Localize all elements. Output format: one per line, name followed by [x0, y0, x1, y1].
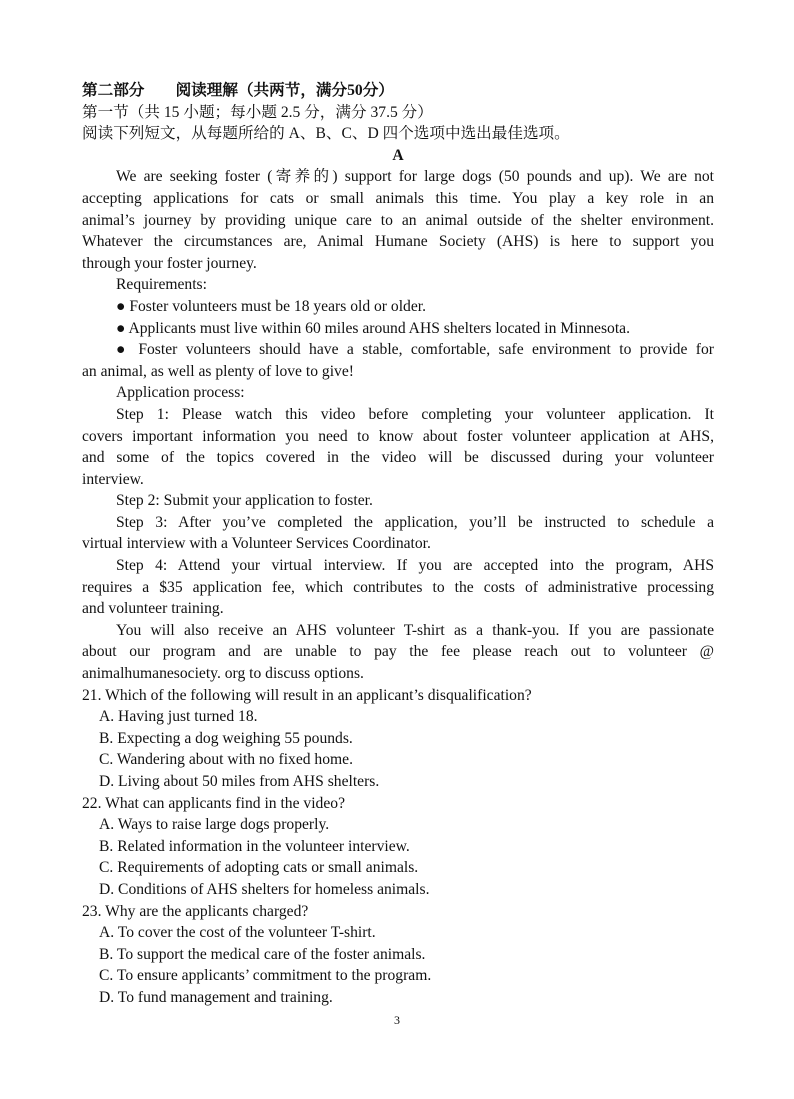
step-line: virtual interview with a Volunteer Services Coordinator.	[82, 535, 431, 553]
requirement-item: ● Foster volunteers must be 18 years old or older.	[116, 297, 426, 315]
requirement-item: ● Foster volunteers should have a stable, comfortable, safe environment to provide for	[116, 341, 714, 359]
question-option: A. To cover the cost of the volunteer T-shirt.	[99, 924, 376, 942]
page-number: 3	[394, 1013, 400, 1027]
question-option: B. Related information in the volunteer interview.	[99, 837, 410, 855]
passage-line: Whatever the circumstances are, Animal Humane Society (AHS) is here to support you	[82, 233, 714, 251]
step-line: Step 3: After you’ve completed the application, you’ll be instructed to schedule a	[116, 513, 714, 531]
question-option: D. Living about 50 miles from AHS shelters.	[99, 773, 380, 790]
requirement-item: an animal, as well as plenty of love to give!	[82, 362, 354, 380]
section-title: 第二部分 阅读理解（共两节，满分50分）	[82, 82, 394, 99]
question-option: A. Ways to raise large dogs properly.	[99, 816, 330, 834]
passage-line: through your foster journey.	[82, 254, 257, 272]
step-line: covers important information you need to know about foster volunteer application at AHS,	[82, 427, 714, 445]
step-line: interview.	[82, 470, 144, 488]
passage-label: A	[392, 146, 404, 164]
question-option: C. Wandering about with no fixed home.	[99, 751, 353, 769]
closing-line: animalhumanesociety. org to discuss options.	[82, 665, 364, 683]
step-line: requires a $35 application fee, which contributes to the costs of administrative processing	[82, 578, 714, 596]
instruction-text: 阅读下列短文，从每题所给的 A、B、C、D 四个选项中选出最佳选项。	[82, 125, 570, 143]
question-option: D. To fund management and training.	[99, 988, 333, 1006]
question-stem: 21. Which of the following will result in an applicant’s disqualification?	[82, 686, 532, 704]
closing-line: You will also receive an AHS volunteer T-shirt as a thank-you. If you are passionate	[116, 621, 714, 639]
step-line: Step 2: Submit your application to foster.	[116, 492, 373, 510]
question-option: C. Requirements of adopting cats or small animals.	[99, 859, 419, 877]
question-stem: 23. Why are the applicants charged?	[82, 902, 309, 920]
requirements-heading: Requirements:	[116, 276, 207, 294]
question-option: B. To support the medical care of the foster animals.	[99, 945, 426, 963]
step-line: and volunteer training.	[82, 600, 224, 618]
question-option: A. Having just turned 18.	[99, 708, 258, 726]
passage-line: accepting applications for cats or small animals this time. You play a key role in an	[82, 189, 714, 207]
closing-line: about our program and are unable to pay the fee please reach out to volunteer @	[82, 643, 714, 661]
passage-line: animal’s journey by providing unique care to an animal outside of the shelter environment.	[82, 211, 714, 229]
question-stem: 22. What can applicants find in the video?	[82, 794, 345, 812]
process-heading: Application process:	[116, 384, 245, 402]
question-option: C. To ensure applicants’ commitment to the program.	[99, 967, 432, 985]
question-option: B. Expecting a dog weighing 55 pounds.	[99, 729, 353, 747]
step-line: Step 1: Please watch this video before completing your volunteer application. It	[116, 405, 714, 423]
step-line: and some of the topics covered in the video will be discussed during your volunteer	[82, 449, 714, 467]
passage-line: We are seeking foster (寄养的) support for large dogs (50 pounds and up). We are not	[116, 168, 714, 186]
document-body	[82, 80, 714, 1009]
step-line: Step 4: Attend your virtual interview. If you are accepted into the program, AHS	[116, 557, 714, 575]
requirement-item: ● Applicants must live within 60 miles around AHS shelters located in Minnesota.	[116, 319, 630, 337]
subsection-title: 第一节（共 15 小题；每小题 2.5 分，满分 37.5 分）	[82, 103, 433, 121]
question-option: D. Conditions of AHS shelters for homeless animals.	[99, 880, 430, 898]
